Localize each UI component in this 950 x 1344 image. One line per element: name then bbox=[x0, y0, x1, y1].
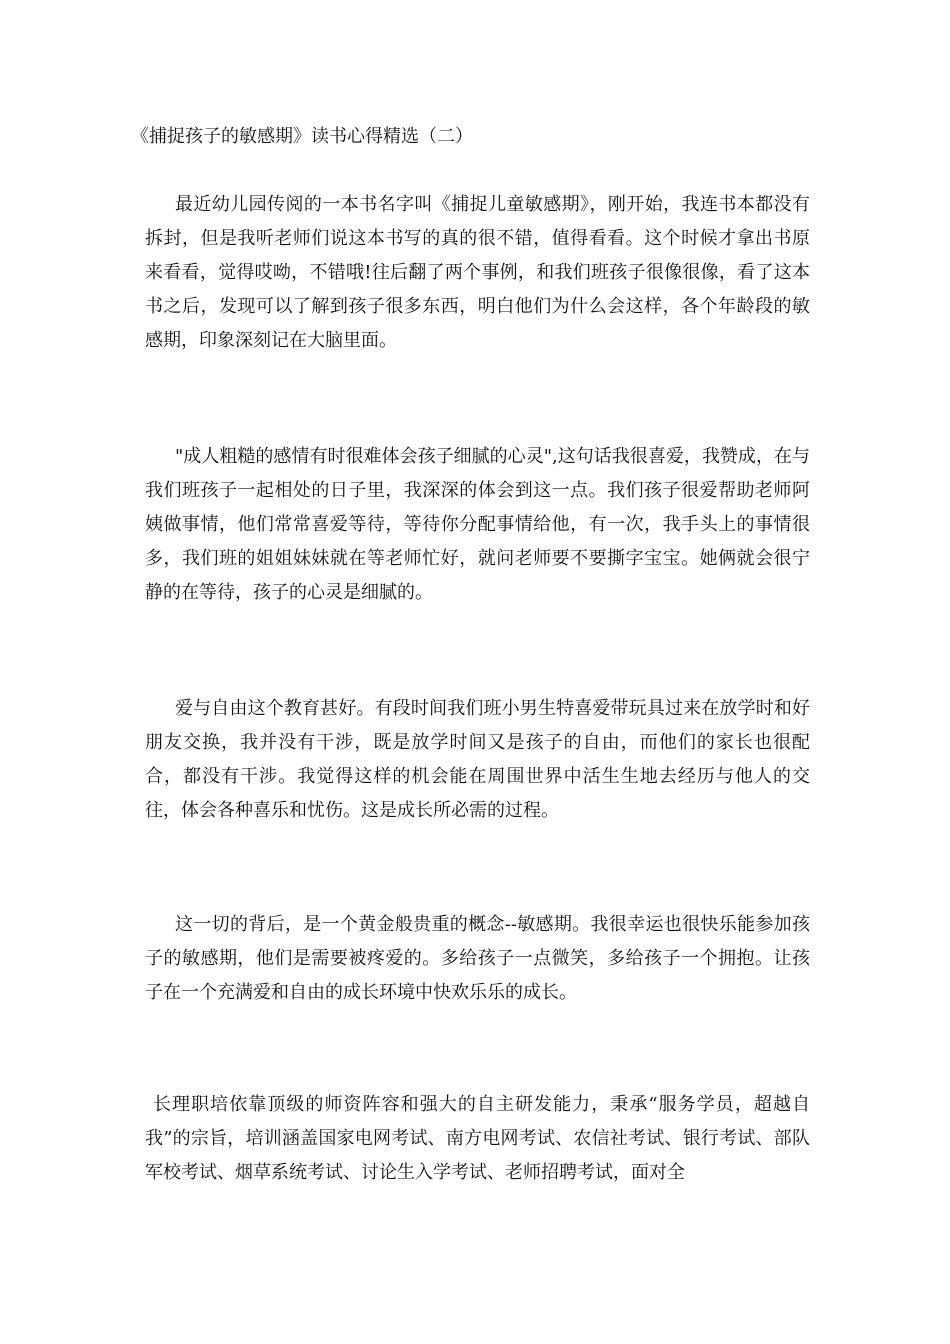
paragraph-childs-heart: "成人粗糙的感情有时很难体会孩子细腻的心灵",这句话我很喜爱，我赞成，在与我们班孩子一起相处的日子里，我深深的体会到这一点。我们孩子很爱帮助老师阿姨做事情，他们常常喜爱等待，等待你分配事情给他，有一次，我手头上的事情很多，我们班的姐姐妹妹就在等老师忙好，就问老师要不要撕字宝宝。她俩就会很宁静的在等待，孩子的心灵是细腻的。 bbox=[145, 446, 810, 603]
paragraph-love-and-freedom: 爱与自由这个教育甚好。有段时间我们班小男生特喜爱带玩具过来在放学时和好朋友交换，我并没有干涉，既是放学时间又是孩子的自由，而他们的家长也很配合，都没有干涉。我觉得这样的机会能在周围世界中活生生地去经历与他人的交往，体会各种喜乐和忧伤。这是成长所必需的过程。 bbox=[145, 698, 810, 821]
paragraph-sensitive-period: 这一切的背后，是一个黄金般贵重的概念--敏感期。我很幸运也很快乐能参加孩子的敏感期，他们是需要被疼爱的。多给孩子一点微笑，多给孩子一个拥抱。让孩子在一个充满爱和自由的成长环境中快欢乐乐的成长。 bbox=[145, 914, 810, 1003]
paragraph-book-intro: 最近幼儿园传阅的一本书名字叫《捕捉儿童敏感期》，刚开始，我连书本都没有拆封，但是我听老师们说这本书写的真的很不错，值得看看。这个时候才拿出书原来看看，觉得哎呦，不错哦!往后翻了两个事例，和我们班孩子很像很像，看了这本书之后，发现可以了解到孩子很多东西，明白他们为什么会这样，各个年龄段的敏感期，印象深刻记在大脑里面。 bbox=[145, 194, 810, 351]
paragraph-training-ad: 长理职培依靠顶级的师资阵容和强大的自主研发能力，秉承“服务学员，超越自我”的宗旨，培训涵盖国家电网考试、南方电网考试、农信社考试、银行考试、部队军校考试、烟草系统考试、讨论生入学考试、老师招聘考试，面对全 bbox=[145, 1094, 810, 1183]
document-title: 《捕捉孩子的敏感期》读书心得精选（二） bbox=[131, 126, 473, 147]
